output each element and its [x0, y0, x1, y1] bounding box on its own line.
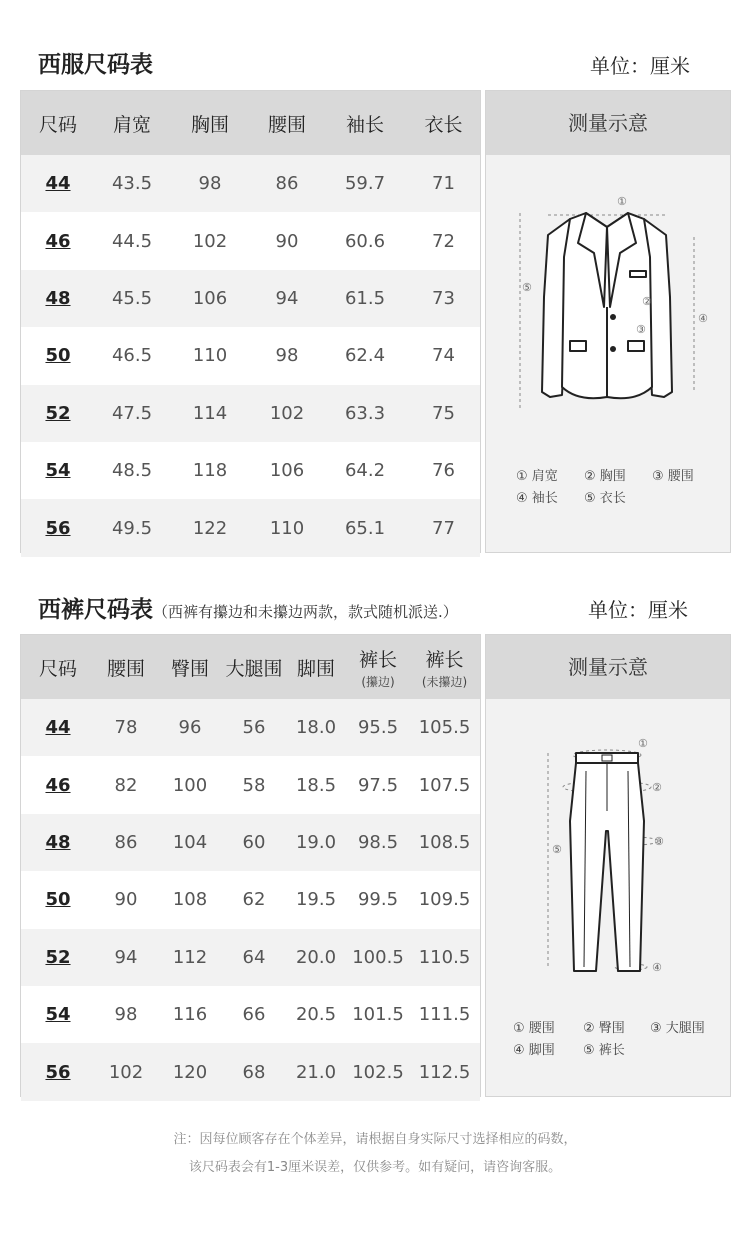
table-row	[21, 499, 480, 556]
table-row	[21, 986, 480, 1043]
table-cell: 58	[242, 774, 266, 796]
column-header	[21, 654, 95, 681]
table-cell: 96	[178, 717, 202, 739]
table-cell: 60	[242, 831, 266, 853]
table-cell: 66	[242, 1004, 266, 1026]
table-cell: 100	[172, 774, 208, 796]
table-cell: 101.5	[352, 1004, 404, 1026]
table-cell: 122	[192, 517, 228, 539]
table-row	[21, 929, 480, 986]
pants-title: 西裤尺码表	[38, 597, 153, 623]
table-cell: 21.0	[295, 1061, 337, 1083]
column-header	[409, 645, 480, 690]
size-cell: 48	[45, 287, 71, 309]
legend-item: ② 胸围	[584, 469, 626, 484]
table-cell: 94	[275, 287, 299, 309]
pants-legend	[513, 1017, 727, 1061]
table-cell: 76	[432, 460, 455, 482]
suit-size-table	[20, 90, 481, 553]
pants-diagram-panel	[485, 634, 731, 1097]
column-header-label: 肩宽	[112, 113, 151, 136]
table-cell: 46.5	[111, 345, 153, 367]
column-header-label: 大腿围	[225, 657, 283, 680]
table-cell: 86	[275, 173, 299, 195]
size-cell: 52	[45, 946, 71, 968]
table-cell: 19.5	[295, 889, 337, 911]
column-header-label: 袖长	[345, 113, 384, 136]
legend-item: ④ 脚围	[513, 1043, 555, 1058]
table-cell: 97.5	[357, 774, 399, 796]
legend-item: ③ 大腿围	[650, 1021, 705, 1036]
pants-size-table	[20, 634, 481, 1097]
suit-legend	[516, 465, 726, 509]
mark-5: ⑤	[522, 281, 532, 294]
table-cell: 59.7	[344, 173, 386, 195]
jacket-illustration	[486, 187, 730, 487]
pants-title-row	[38, 591, 458, 624]
mark-1: ①	[638, 737, 648, 750]
table-cell: 116	[172, 1004, 208, 1026]
column-header	[285, 654, 347, 681]
table-cell: 102.5	[352, 1061, 404, 1083]
legend-item: ④ 袖长	[516, 491, 558, 506]
table-cell: 62	[242, 889, 266, 911]
size-cell: 46	[45, 774, 71, 796]
table-cell: 118	[192, 460, 228, 482]
table-header	[21, 91, 480, 155]
column-header	[95, 654, 157, 681]
table-cell: 65.1	[344, 517, 386, 539]
legend-item: ② 臀围	[583, 1021, 625, 1036]
table-cell: 63.3	[344, 402, 386, 424]
table-header	[21, 635, 480, 699]
column-header-label: 裤长	[358, 648, 397, 671]
mark-1: ①	[617, 195, 627, 208]
table-cell: 61.5	[344, 287, 386, 309]
table-cell: 68	[242, 1061, 266, 1083]
table-cell: 64	[242, 946, 266, 968]
size-cell: 44	[45, 173, 71, 195]
column-header	[323, 110, 407, 137]
size-cell: 56	[45, 1061, 71, 1083]
table-cell: 62.4	[344, 345, 386, 367]
table-row	[21, 442, 480, 499]
table-cell: 98	[275, 345, 299, 367]
legend-item: ① 腰围	[513, 1021, 555, 1036]
size-cell: 52	[45, 402, 71, 424]
column-header-label: 腰围	[267, 113, 306, 136]
table-cell: 114	[192, 402, 228, 424]
suit-title: 西服尺码表	[38, 52, 153, 78]
size-cell: 50	[45, 345, 71, 367]
table-cell: 99.5	[357, 889, 399, 911]
table-cell: 112.5	[418, 1061, 471, 1083]
column-header	[223, 654, 285, 681]
table-row	[21, 814, 480, 871]
table-cell: 109.5	[418, 889, 471, 911]
column-header-label: 尺码	[38, 113, 77, 136]
column-header-sub: (攥边)	[361, 674, 395, 689]
table-cell: 108	[172, 889, 208, 911]
table-cell: 78	[114, 717, 138, 739]
column-header-label: 衣长	[424, 113, 463, 136]
mark-3: ③	[654, 835, 664, 848]
column-header-label: 臀围	[170, 657, 209, 680]
table-row	[21, 699, 480, 756]
table-cell: 77	[432, 517, 455, 539]
table-cell: 18.5	[295, 774, 337, 796]
column-header-label: 胸围	[190, 113, 229, 136]
trousers-illustration	[486, 731, 730, 981]
table-row	[21, 155, 480, 212]
footnote-line-2: 该尺码表会有1-3厘米误差，仅供参考。如有疑问，请咨询客服。	[188, 1160, 562, 1175]
legend-item: ① 肩宽	[516, 469, 558, 484]
table-cell: 111.5	[418, 1004, 471, 1026]
mark-2: ②	[642, 295, 652, 308]
table-cell: 110.5	[418, 946, 471, 968]
table-cell: 19.0	[295, 831, 337, 853]
table-cell: 98	[114, 1004, 138, 1026]
legend-item: ③ 腰围	[652, 469, 694, 484]
table-cell: 49.5	[111, 517, 153, 539]
column-header	[169, 110, 251, 137]
column-header	[95, 110, 169, 137]
table-cell: 105.5	[418, 717, 471, 739]
column-header-sub: (未攥边)	[421, 674, 468, 689]
table-cell: 98.5	[357, 831, 399, 853]
table-cell: 75	[432, 402, 455, 424]
table-cell: 72	[432, 230, 455, 252]
table-cell: 112	[172, 946, 208, 968]
table-cell: 100.5	[352, 946, 404, 968]
table-cell: 47.5	[111, 402, 153, 424]
column-header	[251, 110, 323, 137]
table-cell: 90	[114, 889, 138, 911]
table-row	[21, 270, 480, 327]
table-cell: 102	[108, 1061, 144, 1083]
table-cell: 110	[269, 517, 305, 539]
table-cell: 95.5	[357, 717, 399, 739]
table-cell: 43.5	[111, 173, 153, 195]
table-cell: 45.5	[111, 287, 153, 309]
table-row	[21, 1043, 480, 1100]
size-cell: 54	[45, 1004, 71, 1026]
table-cell: 110	[192, 345, 228, 367]
size-cell: 48	[45, 831, 71, 853]
table-cell: 20.5	[295, 1004, 337, 1026]
table-cell: 56	[242, 717, 266, 739]
column-header	[21, 110, 95, 137]
table-cell: 44.5	[111, 230, 153, 252]
table-body	[21, 699, 480, 1101]
legend-item: ⑤ 裤长	[583, 1043, 625, 1058]
size-cell: 54	[45, 460, 71, 482]
table-cell: 108.5	[418, 831, 471, 853]
table-cell: 64.2	[344, 460, 386, 482]
table-cell: 106	[269, 460, 305, 482]
table-cell: 98	[198, 173, 222, 195]
column-header	[347, 645, 409, 690]
table-row	[21, 385, 480, 442]
size-cell: 56	[45, 517, 71, 539]
table-cell: 18.0	[295, 717, 337, 739]
suit-diagram-panel	[485, 90, 731, 553]
table-row	[21, 871, 480, 928]
column-header	[407, 110, 480, 137]
table-cell: 102	[269, 402, 305, 424]
column-header	[157, 654, 223, 681]
column-header-label: 脚围	[296, 657, 335, 680]
mark-4: ④	[652, 961, 662, 974]
table-row	[21, 756, 480, 813]
footnote-line-1: 注：因每位顾客存在个体差异，请根据自身实际尺寸选择相应的码数，	[173, 1132, 577, 1147]
diagram-title: 测量示意	[486, 91, 730, 155]
table-cell: 74	[432, 345, 455, 367]
table-row	[21, 327, 480, 384]
mark-5: ⑤	[552, 843, 562, 856]
size-cell: 46	[45, 230, 71, 252]
table-cell: 20.0	[295, 946, 337, 968]
table-cell: 71	[432, 173, 455, 195]
table-cell: 94	[114, 946, 138, 968]
table-cell: 102	[192, 230, 228, 252]
column-header-label: 裤长	[425, 648, 464, 671]
legend-item: ⑤ 衣长	[584, 491, 626, 506]
table-cell: 106	[192, 287, 228, 309]
table-cell: 107.5	[418, 774, 471, 796]
table-cell: 86	[114, 831, 138, 853]
size-cell: 44	[45, 717, 71, 739]
size-cell: 50	[45, 889, 71, 911]
table-cell: 90	[275, 230, 299, 252]
table-row	[21, 212, 480, 269]
mark-3: ③	[636, 323, 646, 336]
mark-4: ④	[698, 312, 708, 325]
diagram-title: 测量示意	[486, 635, 730, 699]
suit-unit: 单位：厘米	[590, 54, 690, 78]
column-header-label: 腰围	[106, 657, 145, 680]
pants-note: （西裤有攥边和未攥边两款，款式随机派送.）	[153, 603, 458, 621]
table-cell: 104	[172, 831, 208, 853]
pants-unit: 单位：厘米	[588, 598, 688, 622]
table-cell: 73	[432, 287, 455, 309]
table-body	[21, 155, 480, 557]
column-header-label: 尺码	[38, 657, 77, 680]
table-cell: 60.6	[344, 230, 386, 252]
table-cell: 82	[114, 774, 138, 796]
table-cell: 48.5	[111, 460, 153, 482]
mark-2: ②	[652, 781, 662, 794]
table-cell: 120	[172, 1061, 208, 1083]
